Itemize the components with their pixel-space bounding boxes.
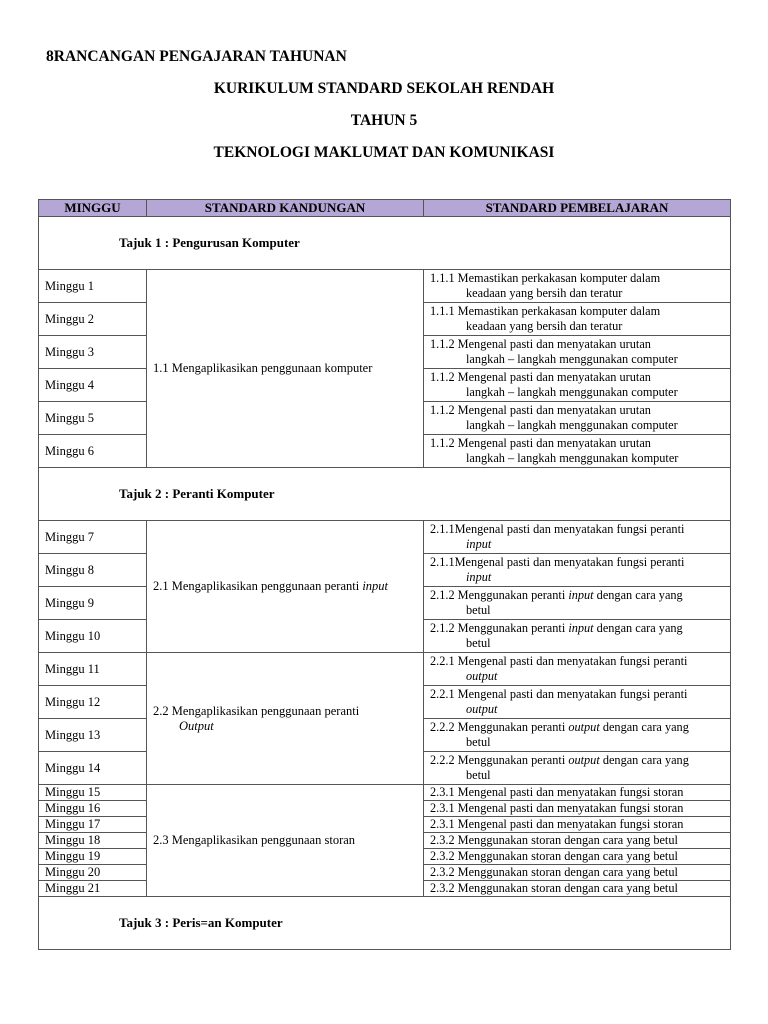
pembelajaran-cell: 2.1.1Mengenal pasti dan menyatakan fungsi peranti input (424, 554, 731, 587)
plan-table (38, 199, 731, 950)
week-cell: Minggu 17 (39, 817, 147, 833)
week-cell: Minggu 13 (39, 719, 147, 752)
week-cell: Minggu 5 (39, 402, 147, 435)
week-cell: Minggu 8 (39, 554, 147, 587)
week-cell: Minggu 10 (39, 620, 147, 653)
tajuk-3: Tajuk 3 : Peris=an Komputer (39, 897, 731, 950)
pembelajaran-cell: 2.2.2 Menggunakan peranti output dengan cara yang betul (424, 719, 731, 752)
pembelajaran-cell: 2.3.2 Menggunakan storan dengan cara yang betul (424, 833, 731, 849)
table-header-row (39, 200, 731, 217)
year-title: TAHUN 5 (350, 112, 418, 129)
week-cell: Minggu 15 (39, 785, 147, 801)
week-cell: Minggu 7 (39, 521, 147, 554)
col-kandungan: STANDARD KANDUNGAN (147, 200, 424, 217)
col-minggu: MINGGU (39, 200, 147, 217)
pembelajaran-cell: 2.3.2 Menggunakan storan dengan cara yang betul (424, 865, 731, 881)
pembelajaran-cell: 1.1.1 Memastikan perkakasan komputer dalam keadaan yang bersih dan teratur (424, 303, 731, 336)
pembelajaran-cell: 2.2.1 Mengenal pasti dan menyatakan fungsi peranti output (424, 653, 731, 686)
kandungan-1-1: 1.1 Mengaplikasikan penggunaan komputer (147, 270, 424, 468)
curriculum-title: KURIKULUM STANDARD SEKOLAH RENDAH (213, 80, 555, 97)
week-cell: Minggu 3 (39, 336, 147, 369)
pembelajaran-cell: 2.1.1Mengenal pasti dan menyatakan fungsi peranti input (424, 521, 731, 554)
pembelajaran-cell: 1.1.2 Mengenal pasti dan menyatakan urutan langkah – langkah menggunakan computer (424, 402, 731, 435)
pembelajaran-cell: 1.1.2 Mengenal pasti dan menyatakan urutan langkah – langkah menggunakan komputer (424, 435, 731, 468)
pembelajaran-cell: 1.1.1 Memastikan perkakasan komputer dalam keadaan yang bersih dan teratur (424, 270, 731, 303)
week-cell: Minggu 16 (39, 801, 147, 817)
pembelajaran-cell: 2.3.2 Menggunakan storan dengan cara yang betul (424, 881, 731, 897)
pembelajaran-cell: 2.3.1 Mengenal pasti dan menyatakan fungsi storan (424, 785, 731, 801)
week-cell: Minggu 20 (39, 865, 147, 881)
week-cell: Minggu 9 (39, 587, 147, 620)
pembelajaran-cell: 1.1.2 Mengenal pasti dan menyatakan urutan langkah – langkah menggunakan computer (424, 369, 731, 402)
subject-title: TEKNOLOGI MAKLUMAT DAN KOMUNIKASI (213, 144, 555, 161)
week-cell: Minggu 1 (39, 270, 147, 303)
pembelajaran-cell: 2.2.1 Mengenal pasti dan menyatakan fungsi peranti output (424, 686, 731, 719)
week-cell: Minggu 19 (39, 849, 147, 865)
week-cell: Minggu 21 (39, 881, 147, 897)
week-cell: Minggu 18 (39, 833, 147, 849)
week-cell: Minggu 14 (39, 752, 147, 785)
pembelajaran-cell: 1.1.2 Mengenal pasti dan menyatakan urutan langkah – langkah menggunakan computer (424, 336, 731, 369)
pembelajaran-cell: 2.3.1 Mengenal pasti dan menyatakan fungsi storan (424, 817, 731, 833)
pembelajaran-cell: 2.2.2 Menggunakan peranti output dengan cara yang betul (424, 752, 731, 785)
pembelajaran-cell: 2.3.2 Menggunakan storan dengan cara yang betul (424, 849, 731, 865)
pembelajaran-cell: 2.1.2 Menggunakan peranti input dengan cara yang betul (424, 620, 731, 653)
week-cell: Minggu 4 (39, 369, 147, 402)
week-cell: Minggu 2 (39, 303, 147, 336)
col-pembelajaran: STANDARD PEMBELAJARAN (424, 200, 731, 217)
table-row (39, 521, 731, 554)
table-row (39, 653, 731, 686)
kandungan-2-1: 2.1 Mengaplikasikan penggunaan peranti input (147, 521, 424, 653)
table-row (39, 785, 731, 801)
table-row (39, 270, 731, 303)
tajuk-1: Tajuk 1 : Pengurusan Komputer (39, 217, 731, 270)
pembelajaran-cell: 2.3.1 Mengenal pasti dan menyatakan fungsi storan (424, 801, 731, 817)
week-cell: Minggu 11 (39, 653, 147, 686)
doc-title: 8RANCANGAN PENGAJARAN TAHUNAN (46, 48, 347, 65)
week-cell: Minggu 12 (39, 686, 147, 719)
pembelajaran-cell: 2.1.2 Menggunakan peranti input dengan cara yang betul (424, 587, 731, 620)
kandungan-2-2: 2.2 Mengaplikasikan penggunaan peranti Output (147, 653, 424, 785)
week-cell: Minggu 6 (39, 435, 147, 468)
tajuk-2: Tajuk 2 : Peranti Komputer (39, 468, 731, 521)
kandungan-2-3: 2.3 Mengaplikasikan penggunaan storan (147, 785, 424, 897)
